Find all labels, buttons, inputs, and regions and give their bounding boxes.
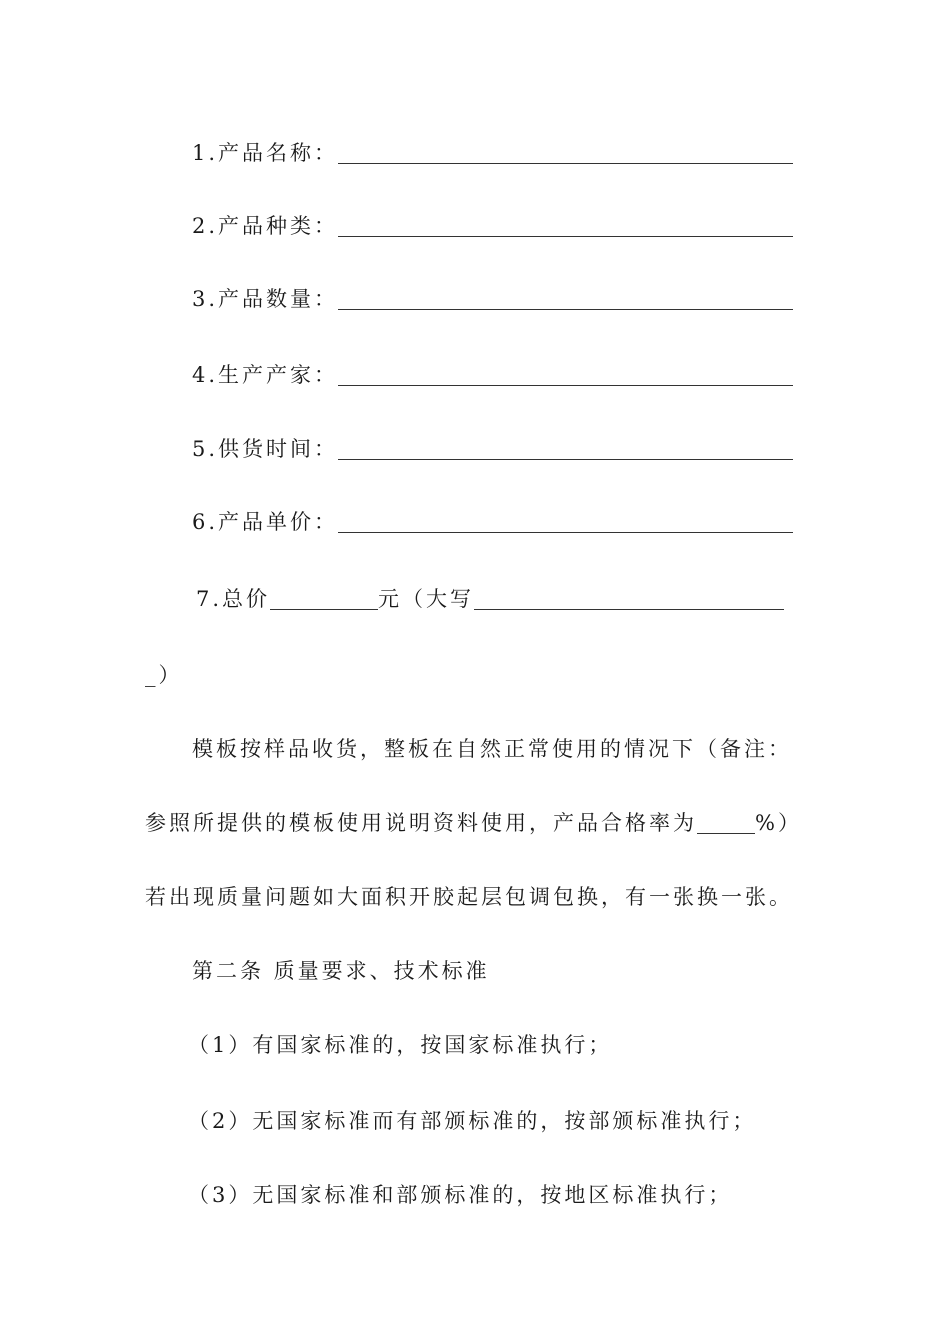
field-label: 4.生产产家： — [192, 363, 339, 387]
paragraph-line-1: 模板按样品收货，整板在自然正常使用的情况下（备注： — [192, 737, 792, 761]
article-2-item-2: （2）无国家标准而有部颁标准的，按部颁标准执行； — [188, 1109, 757, 1133]
field-label: 3.产品数量： — [192, 287, 339, 311]
blank-line — [338, 510, 793, 533]
article-2-item-3: （3）无国家标准和部颁标准的，按地区标准执行； — [188, 1183, 733, 1207]
field-label: 2.产品种类： — [192, 214, 339, 238]
field-product-name — [192, 138, 793, 168]
total-prefix: 7.总价 — [196, 587, 271, 611]
paragraph-line-3: 若出现质量问题如大面积开胶起层包调包换，有一张换一张。 — [145, 885, 793, 909]
field-product-quantity — [192, 284, 793, 314]
field-unit-price — [192, 507, 793, 537]
field-manufacturer — [192, 360, 793, 390]
field-product-type — [192, 211, 793, 241]
paragraph-line-2-suffix: %） — [755, 811, 802, 835]
paragraph-line-2-text: 参照所提供的模板使用说明资料使用，产品合格率为 — [145, 811, 697, 835]
total-unit: 元（大写 — [378, 587, 475, 611]
blank-line — [338, 287, 793, 310]
paragraph-line-2 — [145, 808, 802, 838]
field-label: 6.产品单价： — [192, 510, 339, 534]
blank-line — [474, 587, 784, 610]
blank-line — [338, 214, 793, 237]
blank-line — [338, 363, 793, 386]
article-2-title: 第二条 质量要求、技术标准 — [192, 959, 490, 983]
field-label: 1.产品名称： — [192, 141, 339, 165]
field-label: 5.供货时间： — [192, 437, 339, 461]
blank-line — [338, 437, 793, 460]
field-supply-time — [192, 434, 793, 464]
total-closing: _） — [145, 663, 183, 687]
blank-line — [697, 811, 755, 834]
article-2-item-1: （1）有国家标准的，按国家标准执行； — [188, 1033, 613, 1057]
field-total-price — [196, 584, 784, 614]
blank-line — [338, 141, 793, 164]
blank-line — [270, 587, 378, 610]
